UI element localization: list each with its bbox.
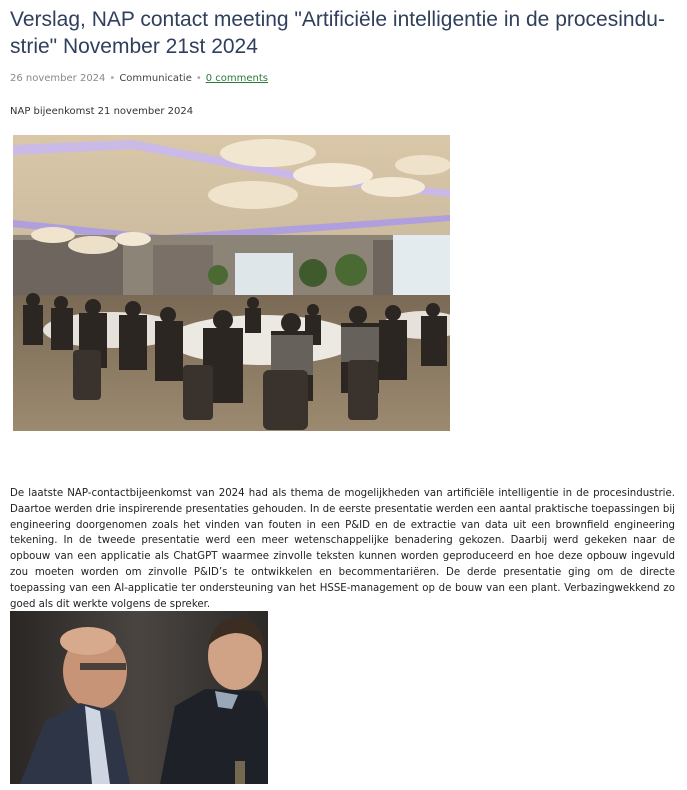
post-category-link[interactable]: Communicatie (119, 73, 192, 84)
conference-room-photo (13, 135, 450, 431)
article-title: Verslag, NAP contact meeting "Artificiële intelligentie in de procesindustrie" November 21st 2024 (10, 8, 665, 58)
post-meta (10, 73, 268, 84)
attendees-photo (10, 611, 268, 784)
meta-separator: • (195, 73, 202, 84)
article-body: De laatste NAP-contactbijeenkomst van 2024 had als thema de mogelijkheden van artificiële intelligentie in de procesindustrie. Daartoe werden drie inspirerende presentaties gehouden. In de eerste presentatie werden een aantal praktische toepassingen bij engineering doorgenomen zoals het vinden van fouten in een P&ID en de extractie van data uit een brownfield engineering tekening. In de tweede presentatie werd een meer wetenschappelijke benadering gekozen. Daarbij werd gekeken naar de opbouw van een applicatie als ChatGPT waarmee zinvolle teksten kunnen worden geproduceerd en hoe deze opbouw ingevuld zou moeten worden om zinvolle P&ID’s te ontwikkelen en becommentariëren. De derde presentatie ging om de directe toepassing van een AI-applicatie ter ondersteuning van het HSSE-management op de bouw van een plant. Verbazingwekkend zo goed als dit werkte volgens de spreker. (10, 488, 675, 610)
meta-separator: • (109, 73, 116, 84)
article-subtitle: NAP bijeenkomst 21 november 2024 (10, 106, 194, 117)
comments-link[interactable]: 0 comments (205, 73, 269, 84)
post-date: 26 november 2024 (10, 73, 106, 84)
